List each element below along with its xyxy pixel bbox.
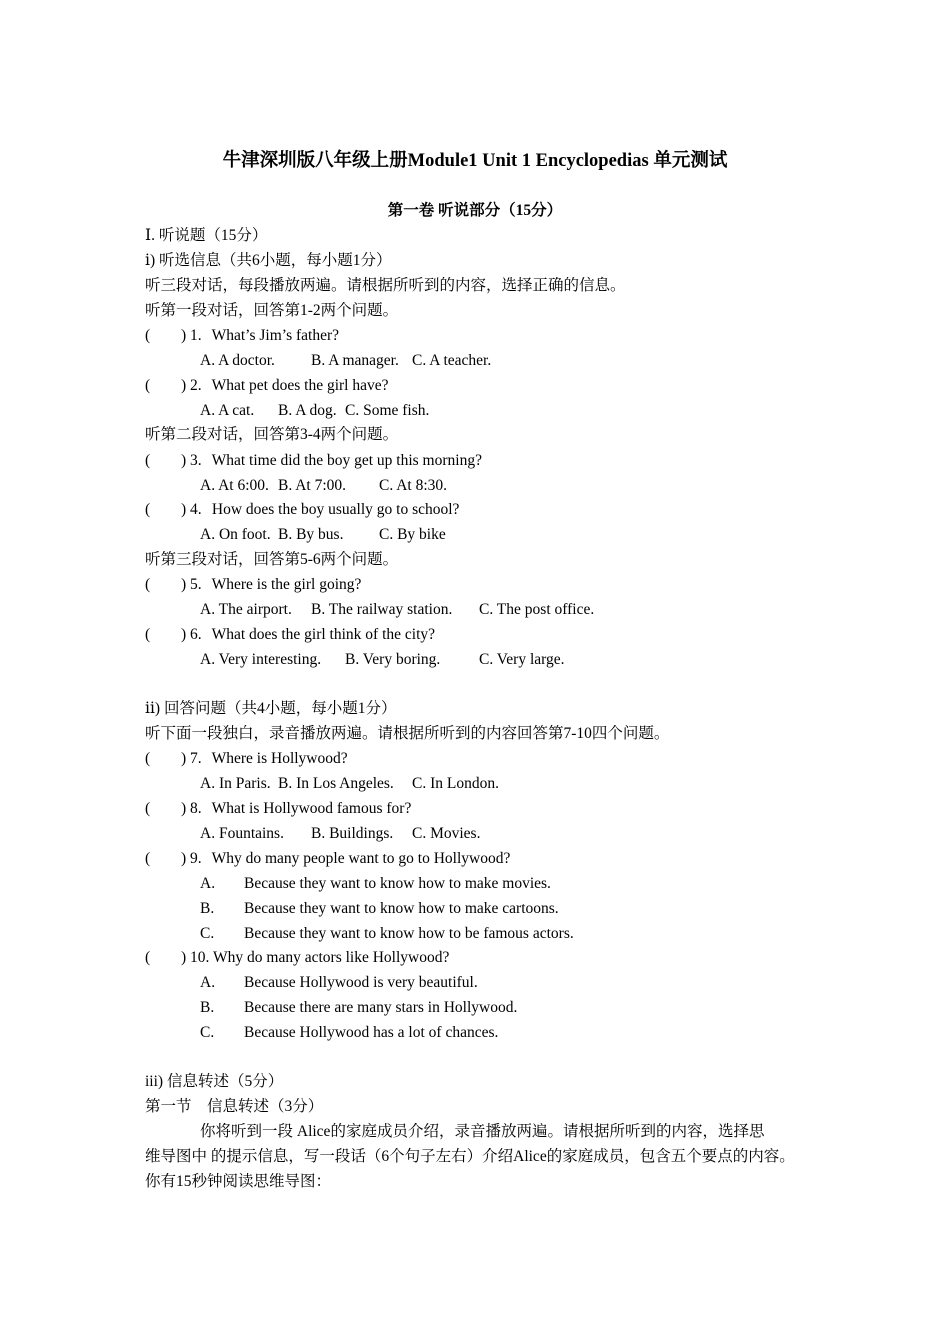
option-b: B. In Los Angeles. <box>278 775 394 792</box>
option-text: Because they want to know how to make cartoons. <box>244 900 559 917</box>
option-a: A. The airport. <box>200 601 292 618</box>
option-text: Because Hollywood is very beautiful. <box>244 974 478 991</box>
option-a: A. In Paris. <box>200 775 271 792</box>
question-10 <box>145 946 449 970</box>
answer-blank[interactable]: ( <box>145 750 151 767</box>
option-letter: A. <box>200 875 216 892</box>
question-number: ) 1. <box>181 327 202 344</box>
question-number: ) 2. <box>181 377 202 394</box>
option-a: A. At 6:00. <box>200 477 269 494</box>
paragraph-line: 你将听到一段 Alice的家庭成员介绍，录音播放两遍。请根据所听到的内容，选择思 <box>200 1123 765 1140</box>
answer-blank[interactable]: ( <box>145 949 151 966</box>
question-text: Where is the girl going? <box>211 576 362 593</box>
part-title: 第一卷 听说部分（15分） <box>387 202 563 219</box>
question-number: ) 10. <box>181 949 210 966</box>
question-text: What’s Jim’s father? <box>211 327 340 344</box>
paragraph-line: 你有15秒钟阅读思维导图： <box>145 1173 332 1190</box>
option-letter: C. <box>200 1024 215 1041</box>
question-1 <box>145 324 339 348</box>
question-number: ) 4. <box>181 501 202 518</box>
option-text: Because there are many stars in Hollywood. <box>244 999 518 1016</box>
option-b <box>200 996 517 1020</box>
question-8 <box>145 797 411 821</box>
options-5 <box>200 598 594 622</box>
option-c: C. At 8:30. <box>379 477 448 494</box>
options-6 <box>200 648 565 672</box>
option-text: Because Hollywood has a lot of chances. <box>244 1024 499 1041</box>
document-title: 牛津深圳版八年级上册Module1 Unit 1 Encyclopedias 单元测试 <box>222 151 728 171</box>
question-text: What is Hollywood famous for? <box>211 800 412 817</box>
option-c: C. Movies. <box>412 825 481 842</box>
option-b: B. By bus. <box>278 526 344 543</box>
option-b: B. Very boring. <box>345 651 441 668</box>
option-b: B. A manager. <box>311 352 399 369</box>
question-text: What time did the boy get up this morning? <box>211 452 482 469</box>
option-text: Because they want to know how to be famous actors. <box>244 925 574 942</box>
question-number: ) 9. <box>181 850 202 867</box>
option-a <box>200 971 478 995</box>
option-b: B. A dog. <box>278 402 337 419</box>
answer-blank[interactable]: ( <box>145 626 151 643</box>
question-number: ) 7. <box>181 750 202 767</box>
options-7 <box>200 772 499 796</box>
question-text: Why do many people want to go to Hollywood? <box>211 850 511 867</box>
question-3 <box>145 449 482 473</box>
question-6 <box>145 623 435 647</box>
options-4 <box>200 523 446 547</box>
answer-blank[interactable]: ( <box>145 850 151 867</box>
question-number: ) 5. <box>181 576 202 593</box>
option-c: C. A teacher. <box>412 352 492 369</box>
option-letter: B. <box>200 999 215 1016</box>
option-c: C. Very large. <box>479 651 565 668</box>
option-letter: C. <box>200 925 215 942</box>
question-text: Where is Hollywood? <box>211 750 348 767</box>
subsection-heading: ⅰ) 听选信息（共6小题，每小题1分） <box>145 252 392 269</box>
option-c: C. Some fish. <box>345 402 430 419</box>
answer-blank[interactable]: ( <box>145 576 151 593</box>
question-number: ) 3. <box>181 452 202 469</box>
option-b: B. Buildings. <box>311 825 394 842</box>
option-letter: A. <box>200 974 216 991</box>
answer-blank[interactable]: ( <box>145 501 151 518</box>
options-8 <box>200 822 480 846</box>
answer-blank[interactable]: ( <box>145 377 151 394</box>
option-b: B. At 7:00. <box>278 477 347 494</box>
option-c: C. The post office. <box>479 601 595 618</box>
option-c <box>200 922 574 946</box>
answer-blank[interactable]: ( <box>145 327 151 344</box>
option-a <box>200 872 551 896</box>
question-text: What pet does the girl have? <box>211 377 389 394</box>
dialog-instruction: 听第三段对话，回答第5-6两个问题。 <box>145 551 399 568</box>
options-3 <box>200 474 447 498</box>
answer-blank[interactable]: ( <box>145 800 151 817</box>
option-c <box>200 1021 498 1045</box>
option-a: A. Fountains. <box>200 825 284 842</box>
option-a: A. On foot. <box>200 526 271 543</box>
question-4 <box>145 498 459 522</box>
option-letter: B. <box>200 900 215 917</box>
option-c: C. By bike <box>379 526 446 543</box>
question-2 <box>145 374 389 398</box>
dialog-instruction: 听第二段对话，回答第3-4两个问题。 <box>145 426 399 443</box>
section-subheading: 第一节 信息转述（3分） <box>145 1098 324 1115</box>
options-2 <box>200 399 429 423</box>
question-text: How does the boy usually go to school? <box>211 501 460 518</box>
option-c: C. In London. <box>412 775 499 792</box>
subsection-heading: ⅱ) 回答问题（共4小题，每小题1分） <box>145 700 397 717</box>
question-9 <box>145 847 510 871</box>
option-a: A. A cat. <box>200 402 255 419</box>
question-number: ) 8. <box>181 800 202 817</box>
instruction-text: 听下面一段独白，录音播放两遍。请根据所听到的内容回答第7-10四个问题。 <box>145 725 670 742</box>
option-a: A. A doctor. <box>200 352 275 369</box>
option-a: A. Very interesting. <box>200 651 322 668</box>
answer-blank[interactable]: ( <box>145 452 151 469</box>
instruction-text: 听三段对话，每段播放两遍。请根据所听到的内容，选择正确的信息。 <box>145 277 626 294</box>
question-text: Why do many actors like Hollywood? <box>213 949 450 966</box>
question-5 <box>145 573 361 597</box>
dialog-instruction: 听第一段对话，回答第1-2两个问题。 <box>145 302 399 319</box>
option-b <box>200 897 559 921</box>
option-text: Because they want to know how to make movies. <box>244 875 551 892</box>
question-7 <box>145 747 348 771</box>
options-1 <box>200 349 491 373</box>
paragraph-line: 维导图中 的提示信息，写一段话（6个句子左右）介绍Alice的家庭成员，包含五个要点的内容。 <box>145 1148 795 1165</box>
section-heading: Ⅰ. 听说题（15分） <box>145 227 268 244</box>
subsection-heading: iii) 信息转述（5分） <box>145 1073 284 1090</box>
option-b: B. The railway station. <box>311 601 453 618</box>
question-text: What does the girl think of the city? <box>211 626 436 643</box>
question-number: ) 6. <box>181 626 202 643</box>
